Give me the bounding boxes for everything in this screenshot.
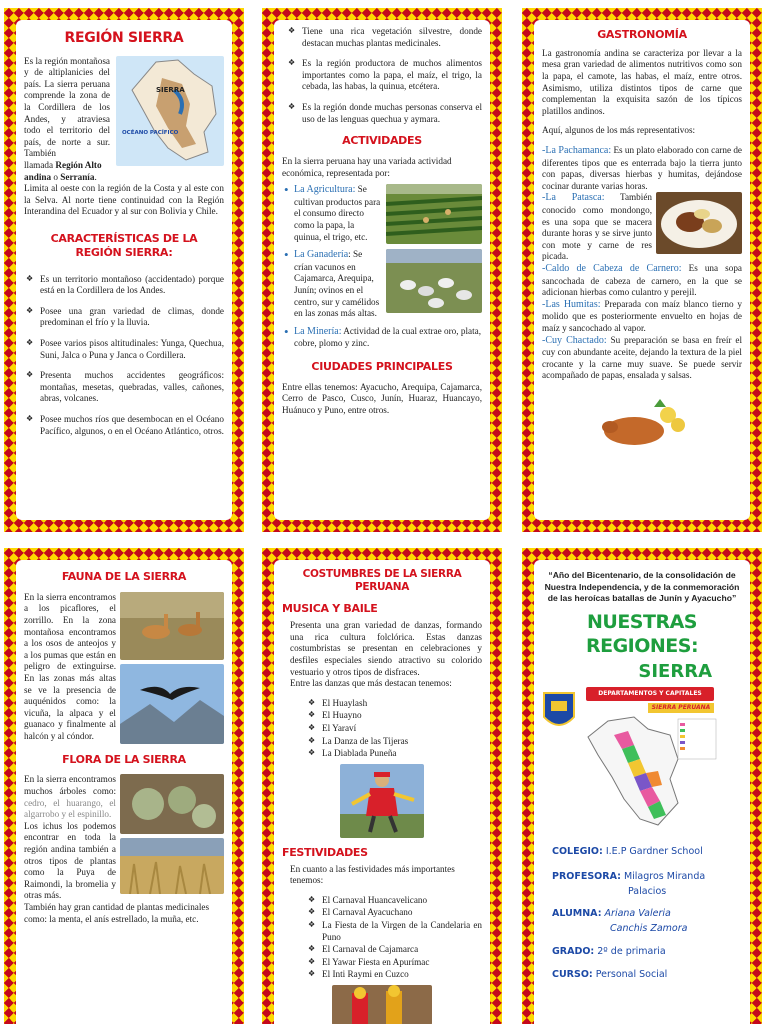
list-item: ❖ La Diablada Puneña [306, 748, 482, 760]
activity-agriculture: • La Agricultura: Se cultivan productos para el consumo directo como la papa, la quinua, el trigo, etc. [282, 184, 482, 243]
gastronomy-intro: La gastronomía andina se caracteriza por llevar a la mesa gran variedad de alimentos nutritivos como son la papa, el camote, las habas, el maíz, entre otros. Asimismo, utiliza distintos tipos de carne que complementan la exquisita sazón de los típicos platillos andinos. [542, 47, 742, 116]
region-limits: Limita al oeste con la región de la Costa y al este con la Selva. Al norte tiene continuidad con la Región Interandina del Ecuador y al sur con Bolivia y Chile. [24, 183, 224, 217]
school-logo [542, 691, 576, 733]
region-sierra-title: REGIÓN SIERRA [64, 30, 184, 46]
cactus-image [120, 774, 224, 834]
list-item: ❖ El Yawar Fiesta en Apurímac [306, 957, 482, 969]
festivities-title: FESTIVIDADES [282, 845, 368, 859]
map-banner: DEPARTAMENTOS Y CAPITALES [586, 687, 714, 701]
list-item: ❖ El Yaraví [306, 723, 482, 735]
region-alias: llamada Región Alto andina o Serranía. [24, 159, 102, 182]
music-text: Presenta una gran variedad de danzas, formando una rica cultura folclórica. Estas danzas costumbristas se presentan en celebraciones y desfiles especiales siendo atractivo su colorido vestuario y otros tipos de disfraces. [290, 620, 482, 677]
peru-map-image [116, 56, 224, 166]
characteristics-title: CARACTERÍSTICAS DE LA REGIÓN SIERRA: [50, 231, 198, 259]
panel-fauna-flora [4, 548, 244, 1024]
list-item: ❖ Posee varios pisos altitudinales: Yunga, Quechua, Suni, Jalca o Puna y Janca o Cordillera. [24, 338, 224, 361]
dances-list [282, 698, 482, 760]
list-item: ❖ El Carnaval Huancavelicano [306, 895, 482, 907]
gastronomy-sub: Aquí, algunos de los más representativos: [542, 125, 696, 136]
list-item: ❖ La Danza de las Tijeras [306, 736, 482, 748]
sierra-departments-map [578, 715, 718, 833]
condor-image [120, 664, 224, 744]
map-label-ocean: OCÉANO PACÍFICO [122, 129, 179, 136]
activities-intro: En la sierra peruana hay una variada actividad económica, representada por: [282, 156, 452, 178]
activity-mining: • La Minería: Actividad de la cual extrae oro, plata, cobre, plomo y zinc. [282, 326, 482, 350]
list-item: ❖ El Carnaval Ayacuchano [306, 907, 482, 919]
list-item: ❖ Es un territorio montañoso (accidentado) porque está en la Cordillera de los Andes. [24, 274, 224, 297]
festival-image [332, 985, 432, 1024]
list-item: ❖ Tiene una rica vegetación silvestre, donde destacan muchas plantas medicinales. [286, 26, 482, 49]
characteristics-list [24, 274, 224, 438]
dish-cuy: -Cuy Chactado: Su preparación se basa en freír el cuy con abundante aceite, dejando la textura de la piel crocante y la carne muy suave. Se puede servir acompañado de papas, ensalada y salsas. [542, 334, 742, 381]
list-item: ❖ Es la región productora de muchos alimentos importantes como la papa, el maíz, el trigo, la cebada, las habas, la quinua, etcétera. [286, 58, 482, 93]
panel-activities [262, 8, 502, 532]
dish-caldo: -Caldo de Cabeza de Carnero: Es una sopa sancochada de cabeza de carnero, en la que se adicionan hierbas como culantro y perejil. [542, 262, 742, 298]
list-item: ❖ Posee muchos ríos que desembocan en el Océano Pacífico, algunos, o en el Océano Atlántico, otros. [24, 414, 224, 437]
list-item: ❖ La Fiesta de la Virgen de la Candelaria en Puno [306, 920, 482, 943]
panel-cover [522, 548, 762, 1024]
livestock-image [386, 249, 482, 313]
list-item: ❖ El Carnaval de Cajamarca [306, 944, 482, 956]
panel-region-sierra [4, 8, 244, 532]
dish-humitas: -Las Humitas: Preparada con maíz blanco tierno y molido que es posteriormente envuelto en hojas de maíz y sancochado al vapor. [542, 298, 742, 333]
panel-gastronomy [522, 8, 762, 532]
fauna-text: En la sierra encontramos a los picaflores, el zorrillo. En la zona montañosa encontramos a los osos de anteojos y a los pumas que están en peligro de extinguirse. En las zonas más altas se ve la presencia de auquénidos como: la vicuña, la alpaca y el guanaco y finalmente al halcón y al cóndor. [24, 591, 116, 741]
list-item: ❖ Presenta muchos accidentes geográficos: montañas, mesetas, quebradas, valles, cañones, abras, volcanes. [24, 370, 224, 405]
fauna-title: FAUNA DE LA SIERRA [61, 570, 187, 583]
cuy-image [594, 387, 690, 459]
vicuna-image [120, 592, 224, 660]
dish-patasca: -La Patasca: También conocido como mondongo, es una sopa que se macera durante horas y se sirve junto con mote y carne de res picada. [542, 192, 652, 262]
dish-pachamanca: -La Pachamanca: Es un plato elaborado con carne de diferentes tipos que es enterrada bajo la tierra junto con papas, diversas hierbas y humitas, dejándose cocinar durante varias horas. [542, 145, 743, 191]
panel-customs [262, 548, 502, 1024]
activities-title: ACTIVIDADES [342, 134, 422, 148]
flora-text-2: Los ichus los podemos encontrar en toda la región andina también a otros tipos de plantas como la Puya de Raimondi, la bromelia y otras más. [24, 820, 116, 901]
flora-title: FLORA DE LA SIERRA [62, 752, 186, 766]
list-item: ❖ Es la región donde muchas personas conserva el uso de las lenguas quechua y aymara. [286, 102, 482, 125]
agriculture-image [386, 184, 482, 244]
activities-list [282, 184, 482, 350]
festivities-text: En cuanto a las festividades más importantes tenemos: [290, 863, 455, 886]
list-item: ❖ Posee una gran variedad de climas, donde predominan el frío y la lluvia. [24, 306, 224, 329]
cities-text: Entre ellas tenemos: Ayacucho, Arequipa, Cajamarca, Cerro de Pasco, Cusco, Junín, Huaraz, Huancayo, Huánuco y Puno, entre otros. [282, 381, 482, 415]
gastronomy-title: GASTRONOMÍA [597, 28, 687, 41]
flora-text: En la sierra encontramos muchos árboles como: cedro, el huarango, el algarrobo y el espinillo. [24, 774, 116, 820]
cover-subtitle: SIERRA [638, 660, 712, 682]
music-title: MUSICA Y BAILE [282, 602, 378, 616]
map-label-sierra: SIERRA [156, 85, 185, 94]
pachamanca-image [656, 192, 742, 254]
music-sub: Entre las danzas que más destacan tenemos: [290, 678, 452, 689]
sierra-features-list [282, 26, 482, 125]
flora-text-3: También hay gran cantidad de plantas medicinales como: la menta, el anís estrellado, la muña, etc. [24, 901, 210, 924]
list-item: ❖ El Huayno [306, 710, 482, 722]
student-info: COLEGIO: I.E.P Gardner School PROFESORA: Milagros Miranda Palacios ALUMNA: Ariana Valeria Canchis Zamora GRADO: 2º de primaria CURSO: Personal Social [552, 846, 706, 980]
cities-title: CIUDADES PRINCIPALES [311, 359, 453, 373]
map-banner-2: SIERRA PERUANA [648, 703, 714, 713]
list-item: ❖ El Huaylash [306, 698, 482, 710]
cover-title: NUESTRAS REGIONES: [585, 610, 699, 657]
dancer-image [340, 764, 424, 838]
ichu-image [120, 838, 224, 894]
activity-livestock: • La Ganadería: Se crían vacunos en Cajamarca, Arequipa, Junín; ovinos en el centro, sur y camélidos en las zonas más altas. [282, 249, 482, 320]
customs-title: COSTUMBRES DE LA SIERRA PERUANA [302, 568, 462, 594]
region-intro: Es la región montañosa y de altiplanicies del país. La sierra peruana comprende la zona de la Cordillera de los Andes, y atraviesa todo el territorio del país, de norte a sur. También [24, 55, 110, 159]
year-quote: “Año del Bicentenario, de la consolidación de Nuestra Independencia, y de la conmemoración de las heroícas batallas de Junín y Ayacucho” [544, 570, 740, 604]
festivities-list [282, 895, 482, 981]
list-item: ❖ El Inti Raymi en Cuzco [306, 969, 482, 981]
